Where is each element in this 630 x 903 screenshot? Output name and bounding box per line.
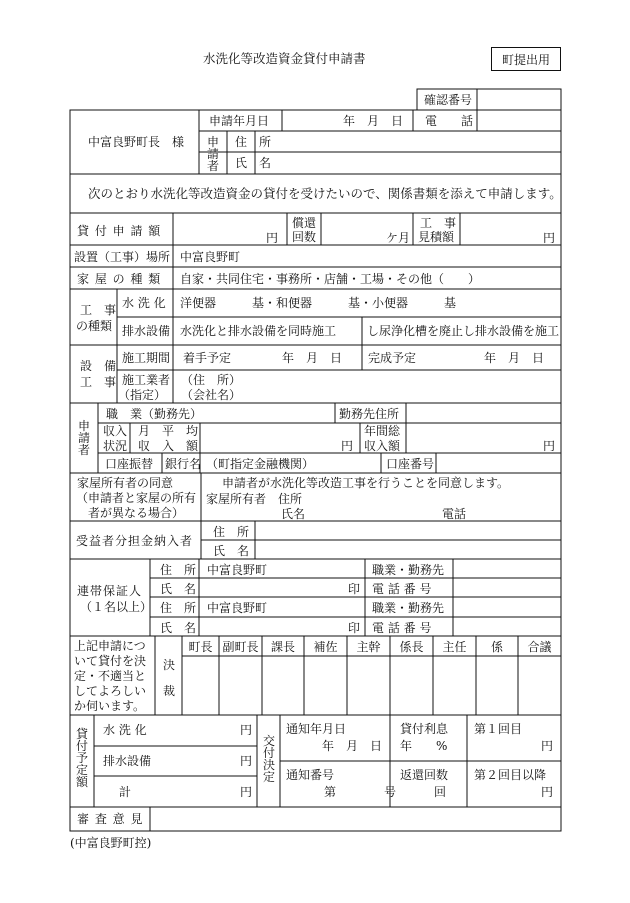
second-payment-label: 第２回目以降 [474,768,547,782]
period-label: 施工期間 [122,351,171,365]
decision-note-1: 上記申請につ [74,639,146,653]
grant-decision-vertical-label: 交付決定 [262,734,275,784]
notice-date-label: 通知年月日 [286,722,347,736]
income-label-1: 収入 [103,424,128,438]
monthly-income-label-2: 収 入 額 [138,439,199,453]
notice-number-format: 第 号 [324,785,397,799]
guarantor2-address-label: 住 所 [160,601,197,615]
estimate-yen: 円 [543,231,556,245]
annual-income-label-2: 収入額 [364,439,401,453]
approver-assistant: 補佐 [313,640,338,654]
footer-note: (中富良野町控) [70,836,152,850]
job-address-label: 勤務先住所 [339,407,400,421]
decision-vertical-label: 決裁 [162,658,175,699]
contractor-company: （会社名） [181,388,242,402]
approver-chief-staff: 主任 [442,640,467,654]
approver-group-chief: 係長 [399,640,424,654]
loan-amount-yen: 円 [266,231,279,245]
end-label: 完成予定 [368,351,417,365]
repay-months: ケ月 [386,231,411,245]
first-payment-label: 第１回目 [474,722,523,736]
drain-option-1: 水洗化と排水設備を同時施工 [180,324,337,338]
first-payment-yen: 円 [541,739,554,753]
income-label-2: 状況 [103,439,128,453]
start-label: 着手予定 [183,351,232,365]
submit-copy-box: 町提出用 [491,47,561,71]
guarantor1-seal: 印 [348,582,361,596]
decision-note-5: か伺います。 [74,699,146,713]
decision-note-2: いて貸付を決 [74,654,147,668]
annual-income-yen: 円 [543,439,556,453]
guarantor2-phone-label: 電 話 番 号 [372,621,432,635]
loan-interest-label: 貸付利息 [400,722,449,736]
plan-flush-yen: 円 [240,723,253,737]
work-type-label-1: 工 事 [80,303,117,317]
drain-option-2: し尿浄化槽を廃止し排水設備を施工 [367,324,560,338]
guarantor2-seal: 印 [348,621,361,635]
bank-name-value: （町指定金融機関） [206,457,315,471]
applicant-info-vertical-label: 申請者 [77,419,90,457]
repay-count-label-2: 回数 [292,230,317,244]
drain-label: 排水設備 [122,324,171,338]
approver-staff: 係 [490,640,503,654]
plan-total-yen: 円 [240,785,253,799]
job-label: 職 業（勤務先） [106,407,203,421]
review-opinion-label: 審 査 意 見 [77,812,144,826]
guarantor1-job-label: 職業・勤務先 [372,563,445,577]
guarantor-label-1: 連帯保証人 [77,584,143,598]
plan-drain-yen: 円 [240,754,253,768]
house-type-label: 家 屋 の 種 類 [77,272,162,286]
contractor-label-2: （指定） [118,388,167,402]
phone-label: 電 話 [425,114,474,128]
contractor-address: （住 所） [181,373,242,387]
owner-consent-label-2: （申請者と家屋の所有 [76,491,197,505]
owner-name-label: 氏名 [281,507,306,521]
notice-date-format: 年 月 日 [322,739,383,753]
owner-consent-label-3: 者が異なる場合） [88,506,185,520]
approver-director: 主幹 [356,640,381,654]
site-value: 中富良野町 [180,250,241,264]
statement-text: 次のとおり水洗化等改造資金の貸付を受けたいので、関係書類を添えて申請します。 [88,186,562,201]
applicant-address-label: 住 所 [235,135,272,149]
house-type-options: 自家・共同住宅・事務所・店舗・工場・その他（ ） [180,272,481,286]
guarantor2-town: 中富良野町 [207,601,268,615]
monthly-income-yen: 円 [341,439,354,453]
decision-note-3: 定・不適当と [74,669,147,683]
repay-times-unit: 回 [434,785,447,799]
beneficiary-name-label: 氏 名 [213,544,250,558]
beneficiary-label: 受益者分担金納入者 [76,534,194,548]
estimate-label-2: 見積額 [418,230,455,244]
equip-label-1: 設 備 [80,359,117,373]
planned-loan-vertical-label: 貸付予定額 [75,727,88,789]
monthly-income-label-1: 月 平 均 [138,424,199,438]
loan-interest-format: 年 % [400,739,448,753]
estimate-label-1: 工 事 [420,216,457,230]
apply-date-format: 年 月 日 [343,114,404,128]
second-payment-yen: 円 [541,785,554,799]
loan-amount-label: 貸 付 申 請 額 [77,224,162,238]
apply-date-label: 申請年月日 [209,114,270,128]
applicant-vertical-label: 申請者 [206,135,219,173]
owner-address-label: 家屋所有者 住所 [206,492,303,506]
work-type-label-2: の種類 [76,319,113,333]
guarantor1-name-label: 氏 名 [160,582,197,596]
repay-times-label: 返還回数 [400,768,449,782]
guarantor1-town: 中富良野町 [207,563,268,577]
approver-mayor: 町長 [188,640,213,654]
guarantor2-name-label: 氏 名 [160,621,197,635]
site-label: 設置（工事）場所 [74,250,171,264]
start-date-format: 年 月 日 [282,351,343,365]
annual-income-label-1: 年間総 [364,424,401,438]
notice-number-label: 通知番号 [286,768,335,782]
guarantor2-job-label: 職業・勤務先 [372,601,445,615]
decision-note-4: してよろしい [74,684,147,698]
owner-consent-label-1: 家屋所有者の同意 [77,476,174,490]
applicant-name-label: 氏 名 [235,156,272,170]
beneficiary-address-label: 住 所 [213,525,250,539]
account-number-label: 口座番号 [386,457,435,471]
guarantor-label-2: （１名以上） [80,600,153,614]
guarantor1-address-label: 住 所 [160,563,197,577]
equip-label-2: 工 事 [80,375,117,389]
bank-name-label: 銀行名 [165,457,202,471]
form-title: 水洗化等改造資金貸付申請書 [203,51,366,66]
flush-options: 洋便器 基・和便器 基・小便器 基 [180,296,457,310]
owner-phone-label: 電話 [442,507,467,521]
end-date-format: 年 月 日 [484,351,545,365]
repay-count-label-1: 償還 [292,216,317,230]
guarantor1-phone-label: 電 話 番 号 [372,582,432,596]
addressee: 中富良野町長 様 [88,135,185,149]
plan-total-label: 計 [119,785,132,799]
contractor-label-1: 施工業者 [122,373,171,387]
account-transfer-label: 口座振替 [105,457,154,471]
approver-section-chief: 課長 [270,640,295,654]
approver-council: 合議 [527,640,552,654]
flush-label: 水 洗 化 [122,296,166,310]
confirm-number-label: 確認番号 [424,93,473,107]
plan-drain-label: 排水設備 [103,754,152,768]
owner-consent-text: 申請者が水洗化等改造工事を行うことを同意します。 [222,476,510,490]
approver-deputy-mayor: 副町長 [222,640,259,654]
plan-flush-label: 水 洗 化 [103,723,147,737]
